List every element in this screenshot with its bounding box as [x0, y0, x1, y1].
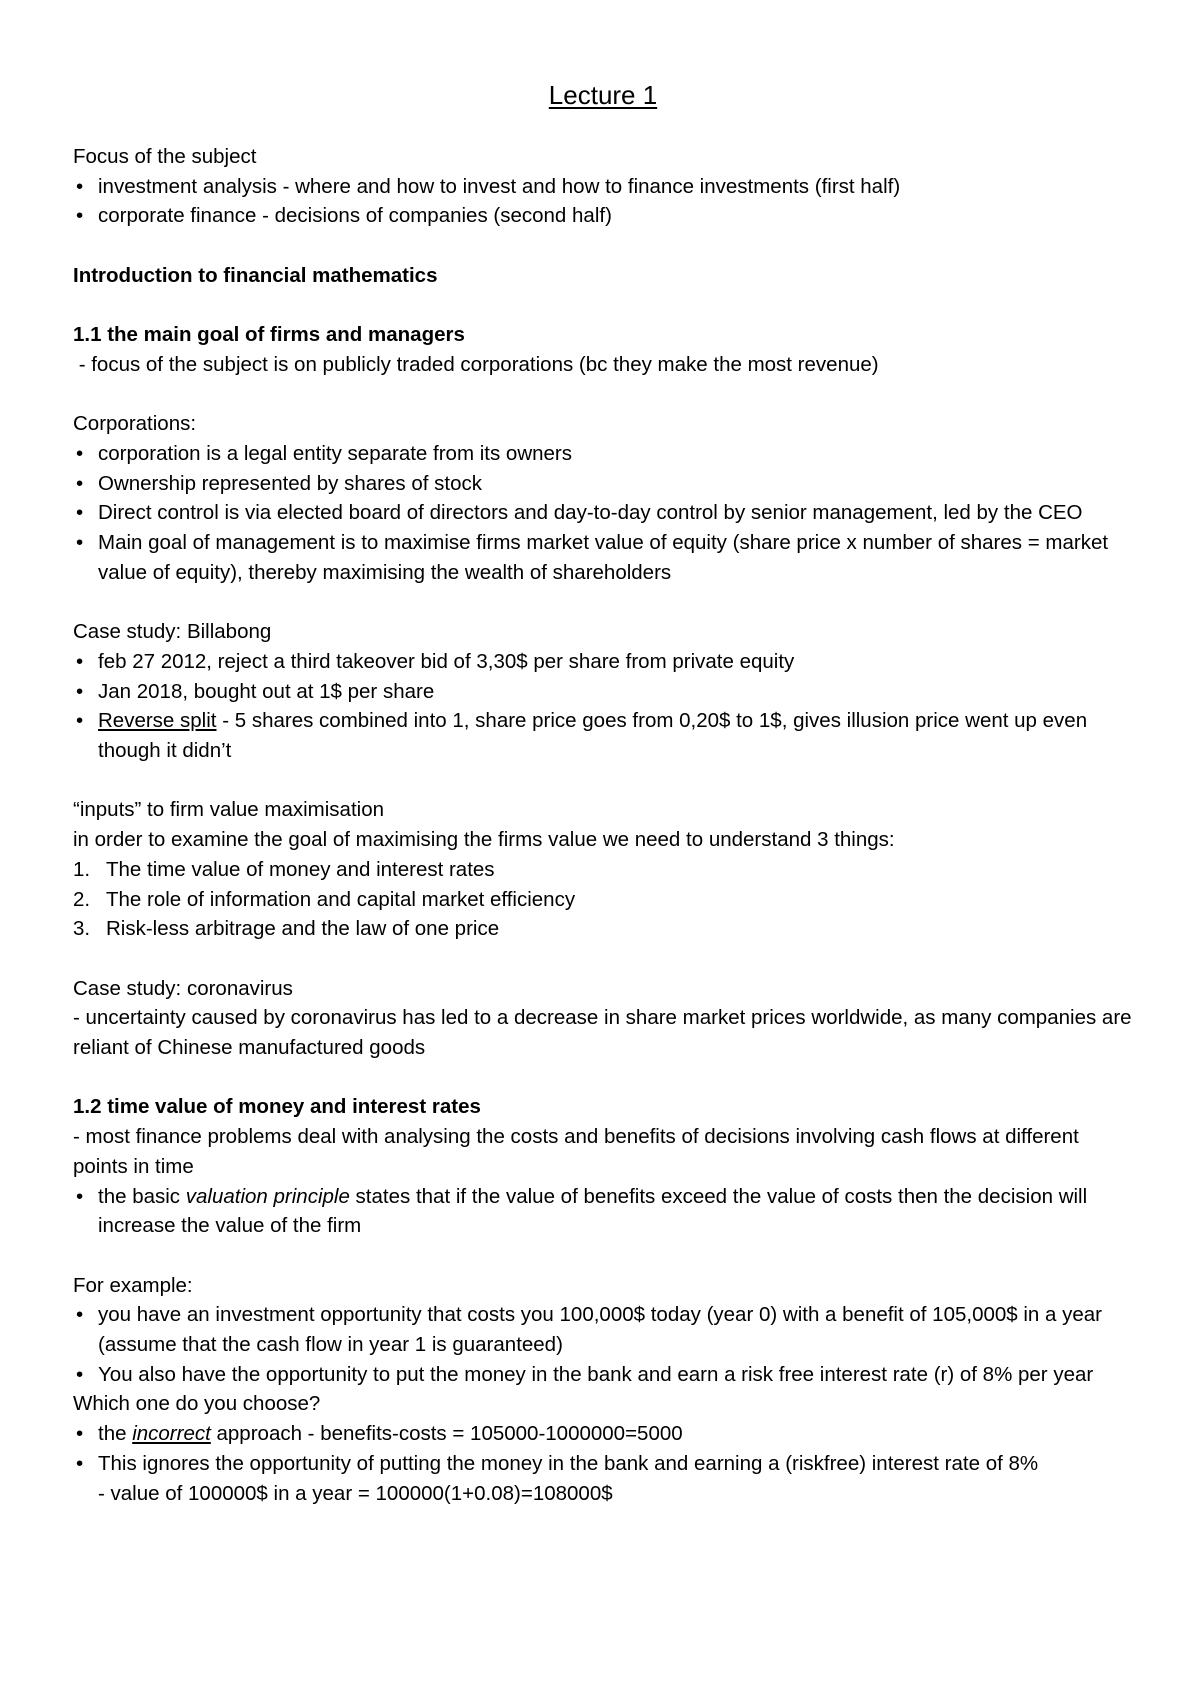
list-item: • This ignores the opportunity of putting the money in the bank and earning a (riskfree) interest rate of 8% - value of 100000$ in a year = 100000(1+0.08)=108000$ [73, 1449, 1133, 1508]
section-1-1-note: - focus of the subject is on publicly traded corporations (bc they make the most revenue) [73, 352, 879, 376]
corporations-heading: Corporations: [73, 412, 197, 436]
bullet-icon: • [76, 679, 84, 703]
focus-heading: Focus of the subject [73, 145, 257, 168]
bullet-icon: • [76, 531, 84, 555]
inputs-intro: in order to examine the goal of maximising the firms value we need to understand 3 things: [73, 828, 895, 852]
focus-list [73, 172, 1133, 231]
section-1-2-text: - most finance problems deal with analysing the costs and benefits of decisions involving cash flows at different points in time [73, 1125, 1079, 1178]
bullet-icon: • [76, 1303, 84, 1327]
incorrect-term: incorrect [132, 1422, 211, 1446]
billabong-list [73, 647, 1133, 766]
list-item: 3. Risk-less arbitrage and the law of one price [73, 917, 500, 941]
bullet-icon: • [76, 1451, 84, 1475]
list-item: • the incorrect approach - benefits-costs = 105000-1000000=5000 [73, 1419, 1133, 1449]
coronavirus-heading: Case study: coronavirus [73, 976, 293, 1000]
example-question: Which one do you choose? [73, 1392, 321, 1416]
section-1-1-heading: 1.1 the main goal of firms and managers [73, 323, 465, 347]
bullet-icon: • [76, 471, 84, 495]
list-item: 2. The role of information and capital market efficiency [73, 887, 576, 911]
example-list [73, 1300, 1133, 1389]
bullet-icon: • [76, 441, 84, 465]
valuation-principle-term: valuation principle [185, 1184, 350, 1208]
list-item: • Main goal of management is to maximise firms market value of equity (share price x number of shares = market value of equity), thereby maximising the wealth of shareholders [73, 528, 1133, 587]
billabong-heading: Case study: Billabong [73, 620, 272, 644]
corporations-list [73, 439, 1133, 588]
bullet-icon: • [76, 649, 84, 673]
list-item: • You also have the opportunity to put the money in the bank and earn a risk free interest rate (r) of 8% per year [73, 1360, 1133, 1390]
bullet-icon: • [76, 709, 84, 733]
bullet-icon: • [76, 204, 84, 228]
example-answer-list [73, 1419, 1133, 1508]
bullet-icon: • [76, 1362, 84, 1386]
document-body [73, 142, 1133, 1508]
inputs-heading: “inputs” to firm value maximisation [73, 798, 385, 822]
list-item: • Reverse split - 5 shares combined into 1, share price goes from 0,20$ to 1$, gives illusion price went up even though it didn’t [73, 706, 1133, 765]
intro-heading: Introduction to financial mathematics [73, 263, 438, 287]
inputs-list [73, 855, 1133, 944]
list-item: • you have an investment opportunity that costs you 100,000$ today (year 0) with a benefit of 105,000$ in a year (assume that the cash flow in year 1 is guaranteed) [73, 1300, 1133, 1359]
list-item: • Direct control is via elected board of directors and day-to-day control by senior management, led by the CEO [73, 498, 1133, 528]
bullet-icon: • [76, 1422, 84, 1446]
list-item: • corporation is a legal entity separate from its owners [73, 439, 1133, 469]
list-item: • Jan 2018, bought out at 1$ per share [73, 677, 1133, 707]
page-title: Lecture 1 [548, 80, 658, 110]
bullet-icon: • [76, 174, 84, 198]
section-1-2-heading: 1.2 time value of money and interest rates [73, 1095, 481, 1119]
list-item: 1. The time value of money and interest rates [73, 857, 495, 881]
example-heading: For example: [73, 1273, 193, 1297]
list-item: • corporate finance - decisions of companies (second half) [73, 201, 1133, 231]
list-item: • investment analysis - where and how to invest and how to finance investments (first half) [73, 172, 1133, 202]
bullet-icon: • [76, 1184, 84, 1208]
section-1-2-list [73, 1182, 1133, 1241]
list-item: • the basic valuation principle states that if the value of benefits exceed the value of costs then the decision will increase the value of the firm [73, 1182, 1133, 1241]
coronavirus-text: - uncertainty caused by coronavirus has led to a decrease in share market prices worldwide, as many companies are reliant of Chinese manufactured goods [73, 1006, 1132, 1059]
list-item: • Ownership represented by shares of stock [73, 469, 1133, 499]
bullet-icon: • [76, 501, 84, 525]
list-item: • feb 27 2012, reject a third takeover bid of 3,30$ per share from private equity [73, 647, 1133, 677]
reverse-split-term: Reverse split [98, 709, 217, 733]
